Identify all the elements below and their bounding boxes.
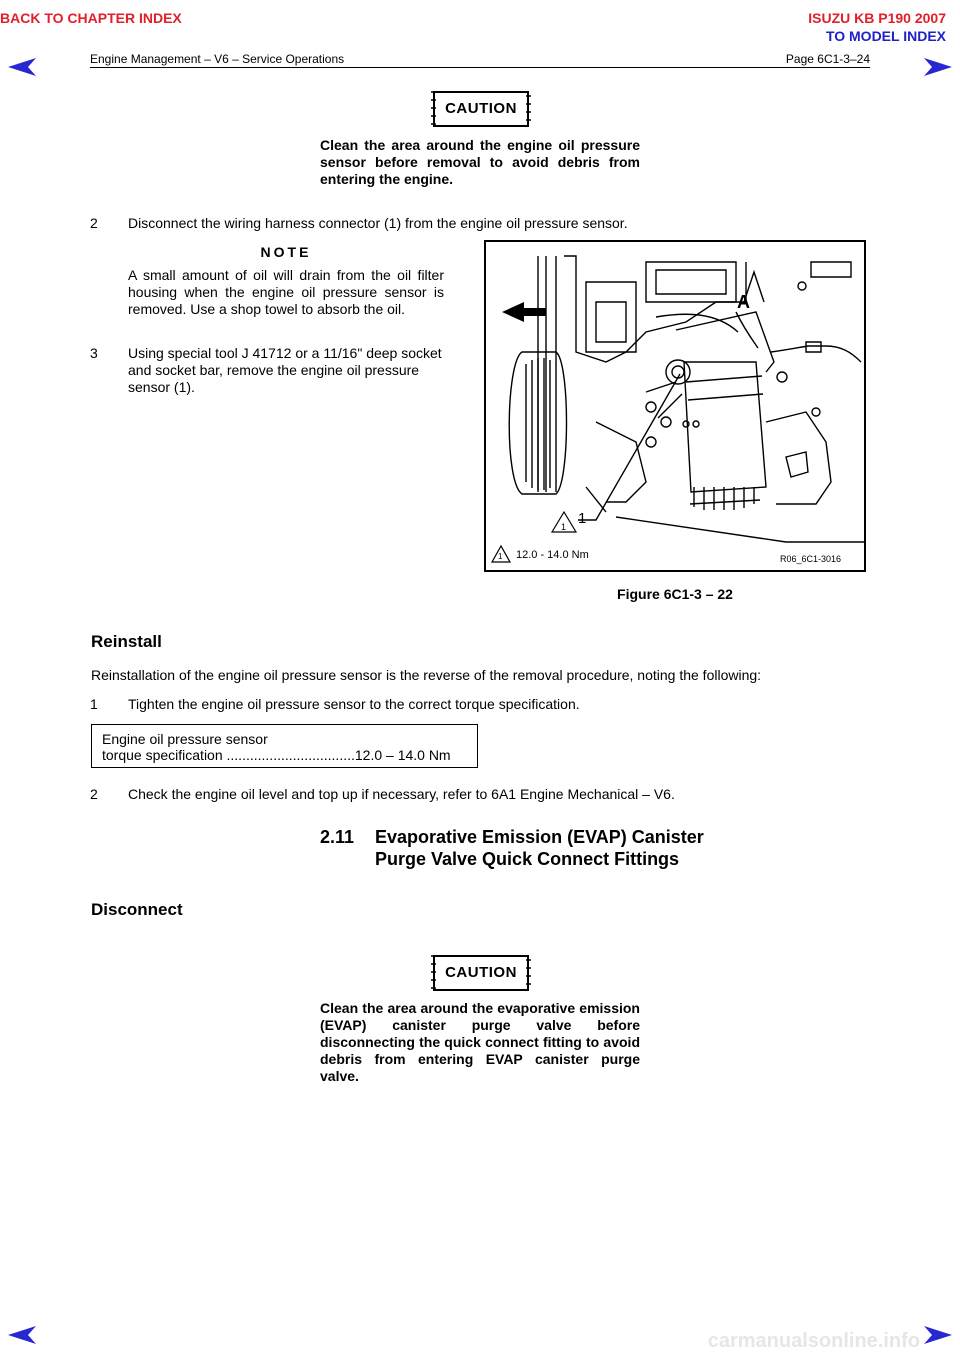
to-model-index-link[interactable]: TO MODEL INDEX xyxy=(825,28,946,44)
caution-text: Clean the area around the evaporative emission (EVAP) canister purge valve before disconnecting the quick connect fitting to avoid debris from entering EVAP canister purge valve. xyxy=(320,1000,640,1084)
figure-torque-marker: 1 xyxy=(561,522,567,532)
disconnect-heading: Disconnect xyxy=(91,900,183,919)
step-text: Tighten the engine oil pressure sensor to the correct torque specification. xyxy=(128,696,580,712)
step-text: Check the engine oil level and top up if necessary, refer to 6A1 Engine Mechanical – V6. xyxy=(128,786,675,802)
spec-line: Engine oil pressure sensor xyxy=(102,731,268,747)
reinstall-intro: Reinstallation of the engine oil pressure sensor is the reverse of the removal procedure, noting the following: xyxy=(91,667,762,683)
engine-illustration xyxy=(486,242,864,570)
spec-line: torque specification .................................12.0 – 14.0 Nm xyxy=(102,747,451,763)
step-number: 2 xyxy=(90,215,98,231)
figure-torque-value: 12.0 - 14.0 Nm xyxy=(516,549,589,561)
step-number: 2 xyxy=(90,786,98,802)
section-title: Purge Valve Quick Connect Fittings xyxy=(375,849,680,869)
caution-text: Clean the area around the engine oil pressure sensor before removal to avoid debris from entering the engine. xyxy=(320,137,640,187)
header-title: Engine Management – V6 – Service Operations xyxy=(90,52,345,66)
model-title-link[interactable]: ISUZU KB P190 2007 xyxy=(808,10,946,26)
watermark: carmanualsonline.info xyxy=(707,1330,920,1352)
caution-label: CAUTION xyxy=(445,100,517,117)
engine-oil-pressure-sensor-figure xyxy=(484,240,866,572)
step-text: Using special tool J 41712 or a 11/16" deep socket and socket bar, remove the engine oil pressure sensor (1). xyxy=(128,345,442,395)
figure-letter: A xyxy=(737,292,750,312)
figure-callout-number: 1 xyxy=(578,510,587,527)
header-page-number: Page 6C1-3–24 xyxy=(785,52,870,66)
back-to-chapter-index-link[interactable]: BACK TO CHAPTER INDEX xyxy=(0,10,182,26)
section-number: 2.11 xyxy=(320,827,355,847)
step-text: Disconnect the wiring harness connector (1) from the engine oil pressure sensor. xyxy=(128,215,628,231)
figure-torque-marker-small: 1 xyxy=(498,552,503,561)
step-number: 1 xyxy=(90,696,98,712)
previous-page-arrow-icon[interactable] xyxy=(8,58,36,76)
note-label: NOTE xyxy=(260,244,312,260)
next-page-arrow-icon[interactable] xyxy=(924,1326,952,1344)
next-page-arrow-icon[interactable] xyxy=(924,58,952,76)
step-number: 3 xyxy=(90,345,98,361)
torque-spec-box xyxy=(91,724,478,768)
reinstall-heading: Reinstall xyxy=(91,632,162,651)
section-title: Evaporative Emission (EVAP) Canister xyxy=(375,827,704,847)
caution-label: CAUTION xyxy=(445,964,517,981)
figure-reference-code: R06_6C1-3016 xyxy=(780,554,842,564)
header-rule xyxy=(90,67,870,68)
previous-page-arrow-icon[interactable] xyxy=(8,1326,36,1344)
note-text: A small amount of oil will drain from the oil filter housing when the engine oil pressure sensor is removed. Use a shop towel to absorb the oil. xyxy=(128,267,444,317)
figure-caption: Figure 6C1-3 – 22 xyxy=(617,586,733,602)
